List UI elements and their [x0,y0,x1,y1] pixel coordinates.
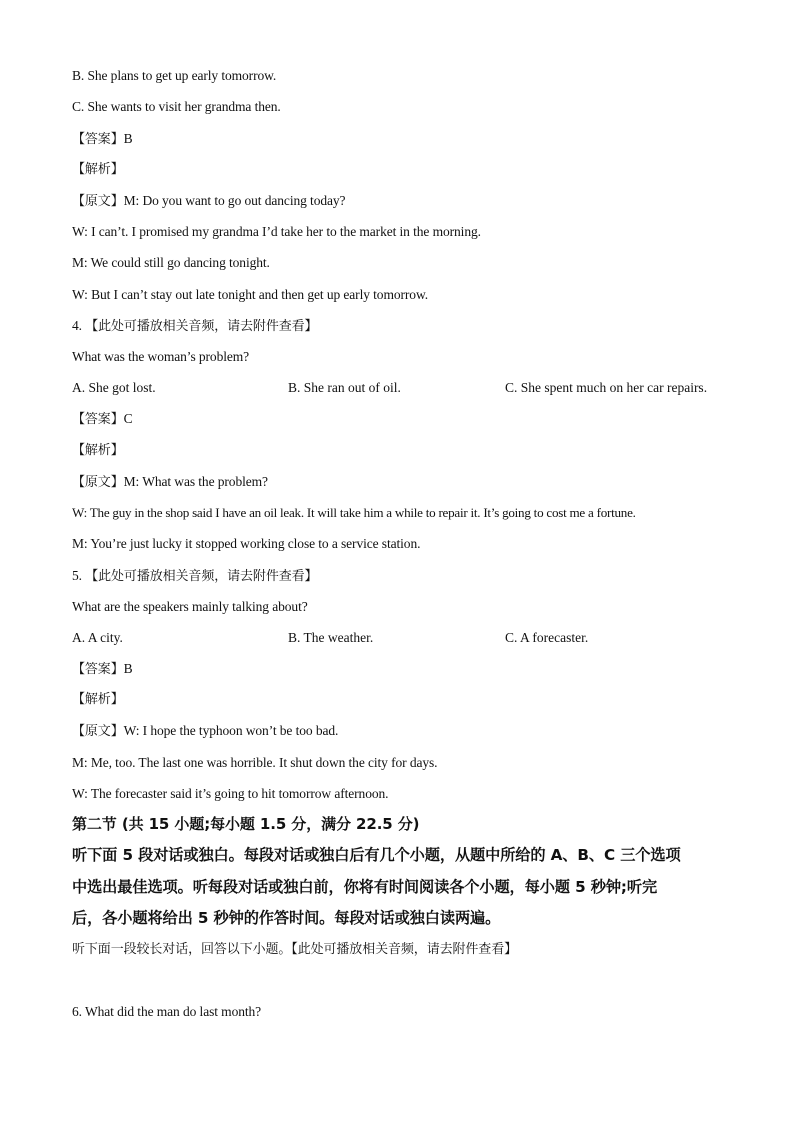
q5-header [72,567,317,586]
passage-intro: 听下面一段较长对话，回答以下小题。【此处可播放相关音频，请去附件查看】 [72,942,518,957]
answer-tag: 【答案】 [72,132,124,147]
answer-value: B [123,661,133,676]
q4-option-b: B. She ran out of oil. [288,380,401,395]
answer-value: B [123,131,133,146]
q4-answer [72,410,133,429]
q5-option-a: A. A city. [72,630,123,645]
original-tag: 【原文】 [72,475,124,490]
q3-option-b: B. She plans to get up early tomorrow. [72,68,277,83]
transcript-text: W: I hope the typhoon won’t be too bad. [123,723,339,738]
q3-transcript-line: M: We could still go dancing tonight. [72,255,270,270]
q3-transcript-line [72,192,345,211]
q5-option-c: C. A forecaster. [505,630,589,645]
q3-transcript-line: W: But I can’t stay out late tonight and then get up early tomorrow. [72,287,428,302]
q4-transcript-line: M: You’re just lucky it stopped working close to a service station. [72,536,421,551]
answer-tag: 【答案】 [72,662,124,677]
q4-option-a: A. She got lost. [72,380,156,395]
q4-question: What was the woman’s problem? [72,349,250,364]
section-instructions: 中选出最佳选项。听每段对话或独白前，你将有时间阅读各个小题，每小题 5 秒钟;听完 [72,878,658,896]
audio-note: 【此处可播放相关音频，请去附件查看】 [85,569,318,584]
original-tag: 【原文】 [72,724,124,739]
transcript-text: M: Do you want to go out dancing today? [123,193,346,208]
q3-analysis-tag: 【解析】 [72,162,124,177]
audio-note: 【此处可播放相关音频，请去附件查看】 [85,319,318,334]
q4-transcript-line: W: The guy in the shop said I have an oil leak. It will take him a while to repair it. It’s going to cost me a fortune. [72,505,636,520]
section-instructions: 后，各小题将给出 5 秒钟的作答时间。每段对话或独白读两遍。 [72,909,501,927]
q5-option-b: B. The weather. [288,630,374,645]
q4-header [72,317,317,336]
q5-question: What are the speakers mainly talking about? [72,599,308,614]
answer-tag: 【答案】 [72,412,124,427]
question-number: 4. [72,318,82,333]
q4-option-c: C. She spent much on her car repairs. [505,380,708,395]
q3-transcript-line: W: I can’t. I promised my grandma I’d take her to the market in the morning. [72,224,481,239]
answer-value: C [123,411,133,426]
q3-answer [72,130,133,149]
q5-transcript-line: M: Me, too. The last one was horrible. It shut down the city for days. [72,755,438,770]
transcript-text: M: What was the problem? [123,474,268,489]
question-number: 5. [72,568,82,583]
original-tag: 【原文】 [72,194,124,209]
q6-question: 6. What did the man do last month? [72,1004,262,1019]
q5-answer [72,660,133,679]
q5-analysis-tag: 【解析】 [72,692,124,707]
q5-transcript-line [72,722,338,741]
q4-transcript-line [72,473,268,492]
q3-option-c: C. She wants to visit her grandma then. [72,99,281,114]
q5-transcript-line: W: The forecaster said it’s going to hit tomorrow afternoon. [72,786,389,801]
section-instructions: 听下面 5 段对话或独白。每段对话或独白后有几个小题，从题中所给的 A、B、C 三个选项 [72,846,681,864]
section-heading: 第二节 (共 15 小题;每小题 1.5 分，满分 22.5 分) [72,815,420,833]
q4-analysis-tag: 【解析】 [72,443,124,458]
